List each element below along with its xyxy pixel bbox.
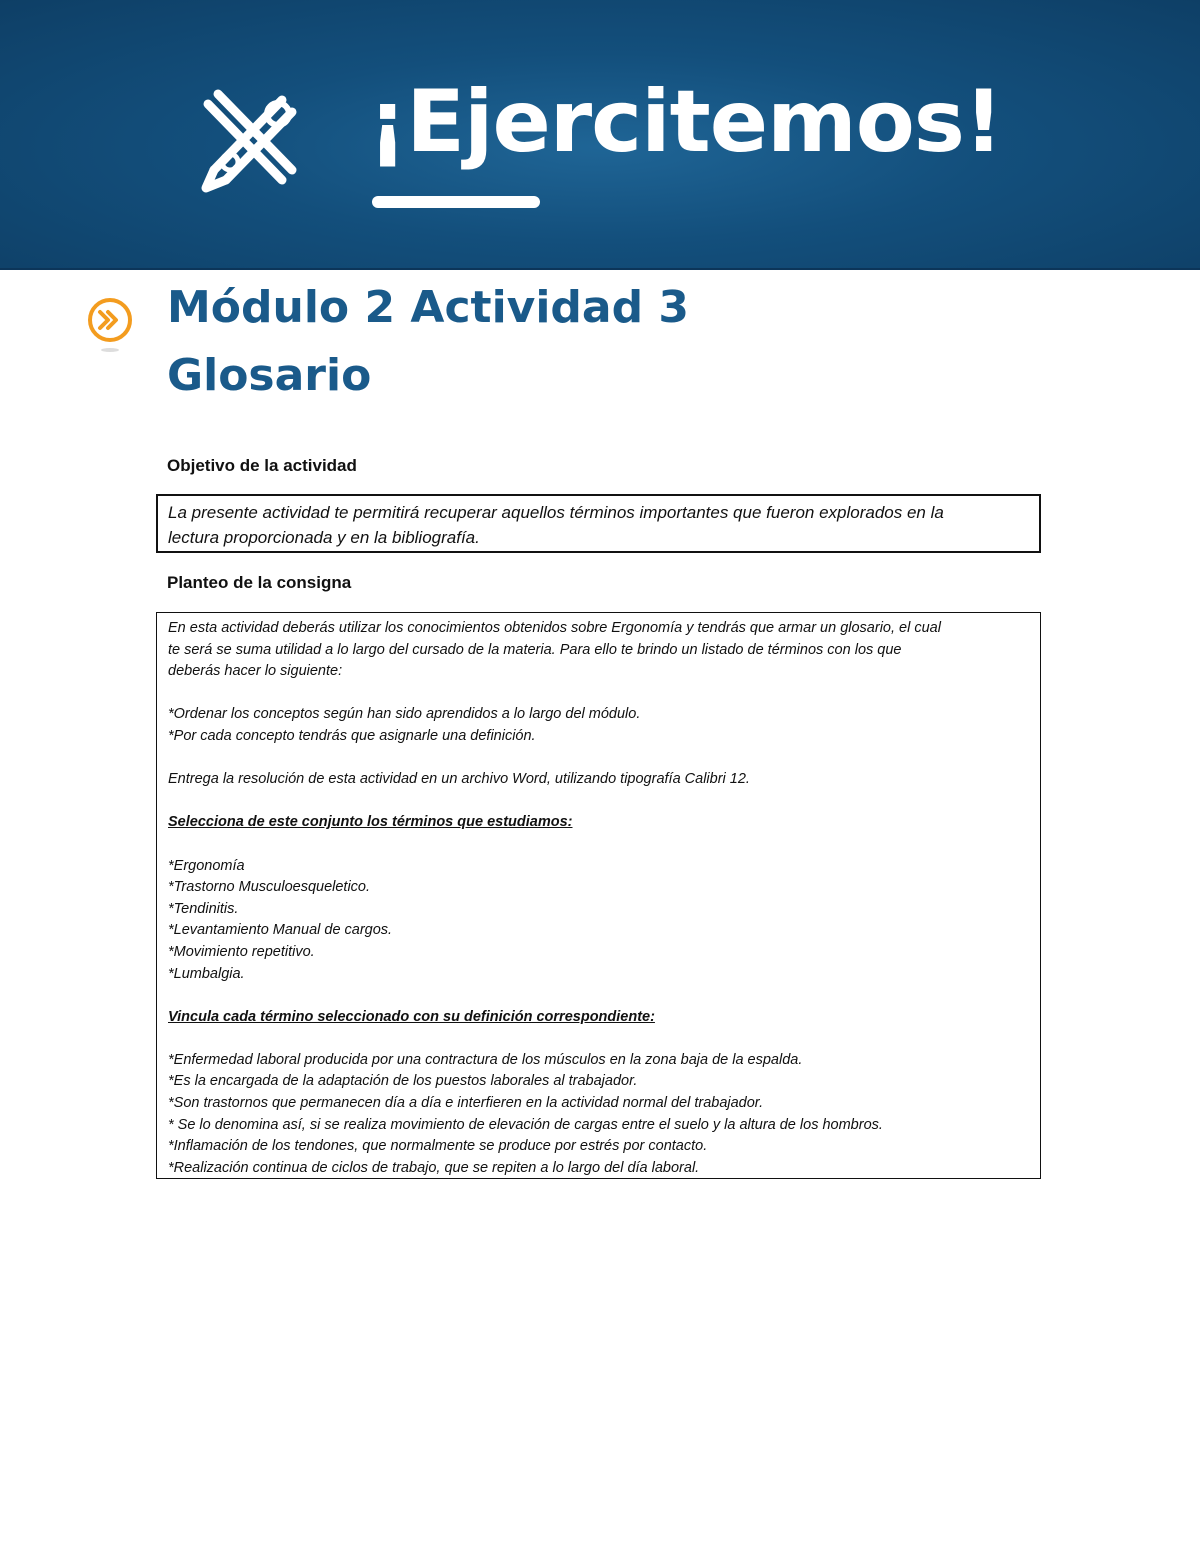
task-item: *Por cada concepto tendrás que asignarle una definición. (168, 727, 536, 744)
objective-heading: Objetivo de la actividad (167, 456, 357, 475)
intro-line: te será se suma utilidad a lo largo del cursado de la materia. Para ello te brindo un listado de términos con los que (168, 641, 902, 658)
page-subtitle: Glosario (167, 350, 372, 401)
select-heading: Selecciona de este conjunto los términos que estudiamos: (168, 814, 573, 831)
definition-item: *Enfermedad laboral producida por una contractura de los músculos en la zona baja de la espalda. (168, 1051, 803, 1068)
definition-item: *Realización continua de ciclos de trabajo, que se repiten a lo largo del día laboral. (168, 1159, 700, 1176)
objective-line: lectura proporcionada y en la bibliografía. (168, 528, 480, 547)
instructions-box (156, 612, 1041, 1179)
delivery-note: Entrega la resolución de esta actividad en un archivo Word, utilizando tipografía Calibri 12. (168, 771, 750, 788)
banner-title: ¡Ejercitemos! (368, 72, 1003, 172)
objective-line: La presente actividad te permitirá recuperar aquellos términos importantes que fueron explorados en la (168, 503, 944, 522)
chevron-right-double-icon (82, 292, 138, 356)
term-item: *Movimiento repetitivo. (168, 943, 315, 960)
term-item: *Trastorno Musculoesqueletico. (168, 879, 371, 896)
link-heading: Vincula cada término seleccionado con su definición correspondiente: (168, 1008, 655, 1025)
definition-item: *Es la encargada de la adaptación de los puestos laborales al trabajador. (168, 1073, 638, 1090)
term-item: *Tendinitis. (168, 900, 239, 917)
definition-item: * Se lo denomina así, si se realiza movimiento de elevación de cargas entre el suelo y la altura de los hombros. (168, 1116, 883, 1133)
banner-underline (372, 196, 540, 208)
definition-item: *Son trastornos que permanecen día a día e interfieren en la actividad normal del trabajador. (168, 1095, 764, 1112)
tools-icon (190, 82, 310, 202)
instructions-heading: Planteo de la consigna (167, 573, 352, 592)
term-item: *Lumbalgia. (168, 965, 245, 982)
term-item: *Levantamiento Manual de cargos. (168, 922, 393, 939)
objective-box (156, 494, 1041, 553)
term-item: *Ergonomía (168, 857, 245, 874)
intro-line: En esta actividad deberás utilizar los conocimientos obtenidos sobre Ergonomía y tendrás que armar un glosario, el cual (168, 620, 941, 636)
task-item: *Ordenar los conceptos según han sido aprendidos a lo largo del módulo. (168, 706, 641, 723)
page-title: Módulo 2 Actividad 3 (167, 282, 690, 333)
intro-line: deberás hacer lo siguiente: (168, 663, 343, 680)
definition-item: *Inflamación de los tendones, que normalmente se produce por estrés por contacto. (168, 1138, 708, 1155)
header-banner (0, 0, 1200, 270)
